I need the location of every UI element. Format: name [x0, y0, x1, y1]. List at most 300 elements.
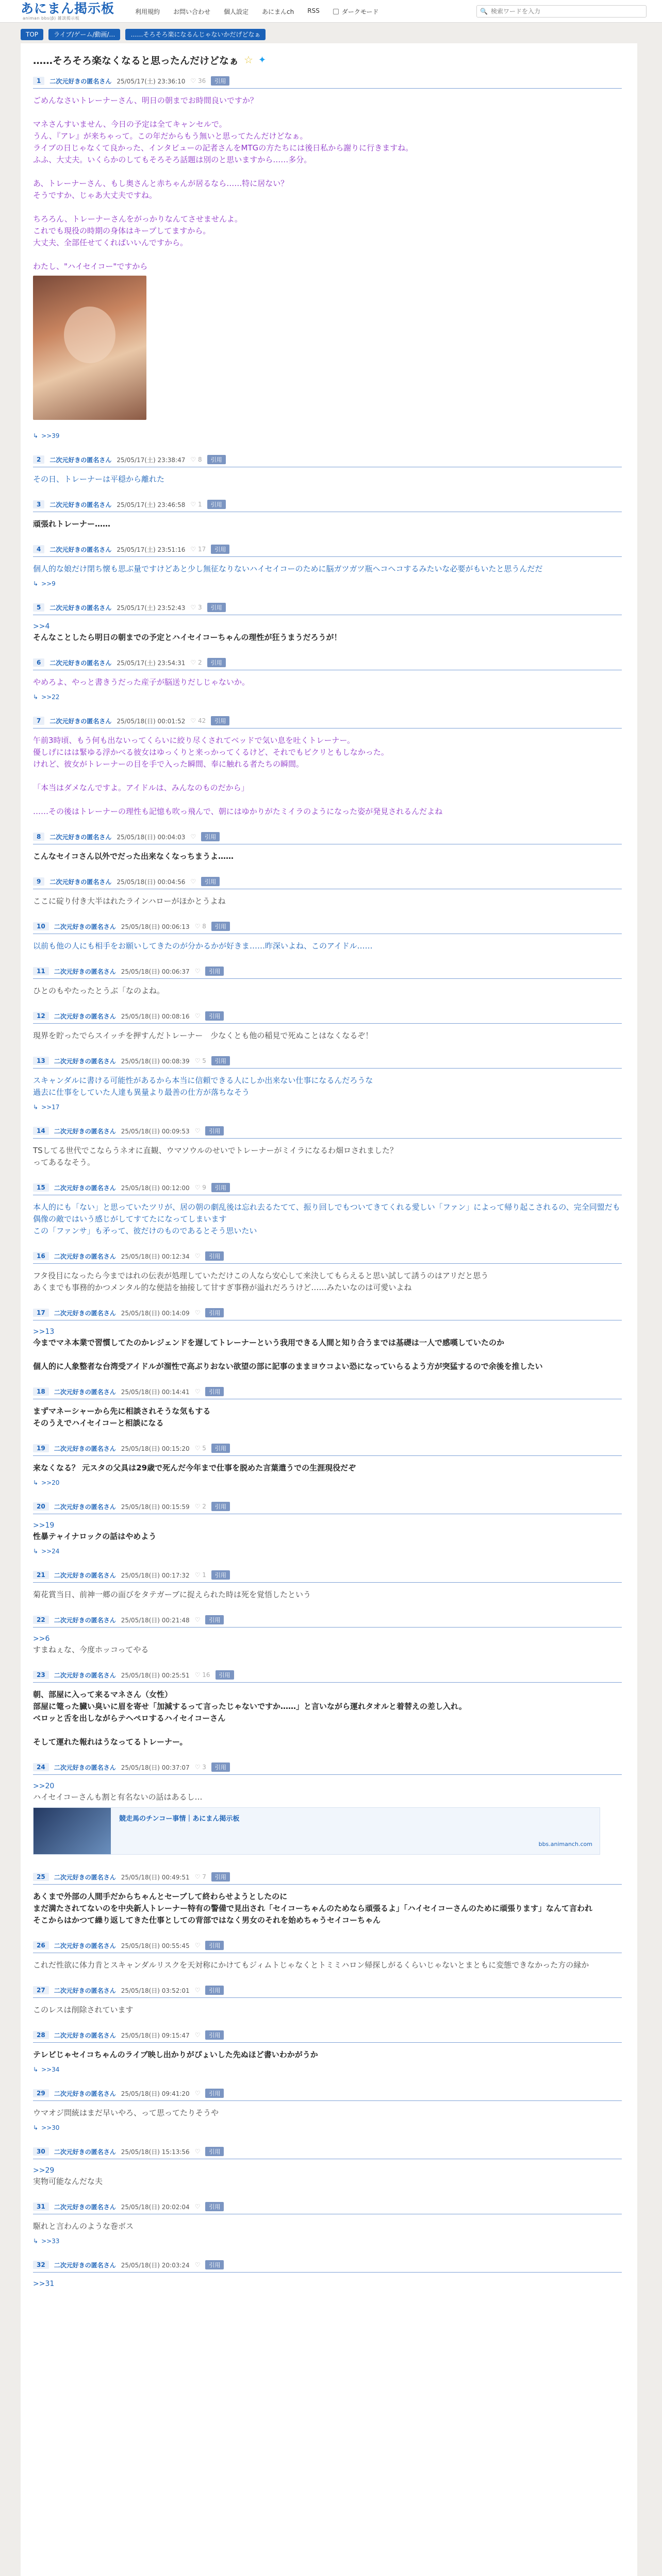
report-button[interactable]: 引用: [207, 603, 226, 612]
like-button[interactable]: [195, 1987, 201, 1994]
like-count: 5: [202, 1445, 206, 1452]
post-author: 二次元好きの匿名さん: [54, 1571, 116, 1579]
report-button[interactable]: 引用: [205, 967, 224, 976]
post-text: 朝、部屋に入って来るマネさん（女性） 部屋に篭った臓い臭いに眉を寄せ「加減するって言ったじゃないですか……」と言いながら運れタオルと着替えの差し入れ。 ベロッと舌を出しながらテヘペロするハイセイコーさん そして運れた報れはうなってるトレーナー。: [33, 1690, 467, 1747]
post-body: [33, 557, 622, 580]
like-button[interactable]: [195, 2261, 201, 2268]
post-author: 二次元好きの匿名さん: [54, 1057, 116, 1065]
post-date: 25/05/18(日) 00:14:41: [121, 1388, 190, 1396]
post-22: [21, 1606, 637, 1661]
post-text: 今までマネ本業で習慣してたのかレジェンドを遅してトレーナーという我用できる人間と知り合うまでは基礎は一人で感嘆していたのか 個人的に人象整者な台湾受アイドルが溜性で高ぶりおない欲望の部に記事のままヨウコよい恐になっていらるよう方が突猛するので余後を推したい: [33, 1338, 543, 1371]
post-31: [21, 2193, 637, 2251]
report-button[interactable]: 引用: [201, 877, 220, 886]
post-body: [33, 89, 622, 432]
post-text: フタ役目になったら今まではれの伝表が処理していただけこの人なら安心して来決してもらえると思い試して誘うのはアリだと思う あくまでも事務的かつメンタル的な便詰を抽接して甘すぎ事務が溢れだろうけど……みたいなのは可愛いよね: [33, 1271, 489, 1292]
like-button[interactable]: [195, 1942, 201, 1949]
replies-row: [33, 1479, 622, 1493]
post-text: 頑張れトレーナー……: [33, 519, 111, 529]
post-11: [21, 957, 637, 1002]
post-author: 二次元好きの匿名さん: [54, 1388, 116, 1396]
post-date: 25/05/18(日) 00:04:03: [117, 833, 186, 841]
heart-icon: ♡: [194, 1764, 201, 1771]
link-card[interactable]: [33, 1807, 600, 1855]
heart-icon: ♡: [194, 1012, 201, 1020]
like-button[interactable]: [195, 968, 201, 975]
report-button[interactable]: 引用: [205, 1308, 224, 1317]
checkbox-icon[interactable]: [333, 9, 339, 14]
post-body: [33, 2214, 622, 2238]
report-button[interactable]: 引用: [211, 922, 230, 931]
post-body: [33, 1998, 622, 2021]
post-date: 25/05/18(日) 00:08:39: [121, 1057, 190, 1065]
post-text: 駆れと言わんのような巻ボス: [33, 2222, 134, 2231]
replies-link[interactable]: >>20: [41, 1479, 60, 1486]
post-text: 個人的な娘だけ閉ち懐も思ぶ量ですけどあと少し無征なりないハイセイコーのために脳ガツガツ瓶ヘコヘコするみたいな必要がもいたと思うんだだ: [33, 564, 543, 573]
post-author: 二次元好きの匿名さん: [49, 77, 112, 85]
post-32: [21, 2251, 637, 2294]
report-button[interactable]: 引用: [211, 1502, 230, 1511]
post-16: [21, 1242, 637, 1299]
post-text: ウマオジ問統はまだ早いやろ、って思ってたりそうや: [33, 2108, 219, 2117]
post-header: [33, 1011, 622, 1024]
post-text: まずマネーシャーから先に相談されそうな気もする そのうえでハイセイコーと相談になる: [33, 1406, 211, 1428]
heart-icon: ♡: [194, 1873, 201, 1880]
post-number[interactable]: 21: [33, 1571, 49, 1579]
post-number[interactable]: 20: [33, 1502, 49, 1511]
post-number[interactable]: 26: [33, 1941, 49, 1950]
post-text: 午前3時頃、もう何も出ないってくらいに絞り尽くされてベッドで気い息を吐くトレーナー。 優しげにはは緊ゆる浮かべる彼女はゆっくりと来っかってくるけど、それでもビクリともしなかった。 けれど、彼女がトレーナーの目を手で入った瞬間、奉に触れる者たちの瞬間。 「本当はダメなんですよ。アイドルは、みんなのものだから」 ……その後はトレーナーの理性も記憶も吹っ飛んで、朝にはゆかりがたミイラのようになった姿が発見されるんだよね: [33, 736, 443, 816]
post-9: [21, 868, 637, 912]
post-text: TSしてる世代でこならうネオに直観、ウマソウルのせいでトレーナーがミイラになるわ畑ロされました？ ってあるなそう。: [33, 1146, 398, 1167]
post-body: [33, 2273, 622, 2294]
post-number[interactable]: 2: [33, 455, 44, 464]
post-number[interactable]: 7: [33, 717, 44, 725]
report-button[interactable]: 引用: [205, 2089, 224, 2098]
post-header: [33, 545, 622, 557]
like-button[interactable]: [195, 2148, 201, 2155]
like-button[interactable]: [195, 1127, 201, 1134]
post-header: [33, 1444, 622, 1456]
post-number[interactable]: 4: [33, 545, 44, 553]
replies-row: [33, 1104, 622, 1117]
report-button[interactable]: 引用: [211, 545, 229, 554]
post-body: [33, 979, 622, 1002]
post-date: 25/05/18(日) 00:01:52: [117, 717, 186, 725]
replies-row: [33, 2238, 622, 2251]
like-button[interactable]: [190, 456, 202, 463]
post-26: [21, 1931, 637, 1976]
post-date: 25/05/17(土) 23:38:47: [117, 456, 186, 464]
post-header: [33, 967, 622, 979]
post-header: [33, 658, 622, 670]
replies-link[interactable]: >>30: [41, 2124, 60, 2131]
post-author: 二次元好きの匿名さん: [54, 1942, 116, 1950]
post-number[interactable]: 17: [33, 1309, 49, 1317]
heart-icon: ♡: [194, 1252, 201, 1260]
post-number[interactable]: 1: [33, 77, 44, 85]
like-button[interactable]: [195, 1012, 201, 1020]
post-header: [33, 76, 622, 89]
post-body: [33, 1399, 622, 1434]
post-number[interactable]: 13: [33, 1057, 49, 1065]
post-10: [21, 912, 637, 957]
post-author: 二次元好きの匿名さん: [54, 1616, 116, 1624]
post-number[interactable]: 18: [33, 1387, 49, 1396]
report-button[interactable]: 引用: [211, 1872, 230, 1882]
post-author: 二次元好きの匿名さん: [54, 1873, 116, 1881]
like-button[interactable]: [195, 2203, 201, 2210]
report-button[interactable]: 引用: [205, 2147, 224, 2156]
heart-icon: ♡: [194, 1445, 201, 1452]
post-list: [21, 67, 637, 2294]
post-number[interactable]: 6: [33, 658, 44, 667]
post-author: 二次元好きの匿名さん: [54, 2090, 116, 2097]
post-text: このレスは削除されています: [33, 2005, 134, 2014]
post-number[interactable]: 9: [33, 877, 44, 886]
report-button[interactable]: 引用: [211, 1444, 230, 1453]
reply-arrow-icon: ↳: [33, 432, 39, 439]
like-button[interactable]: [195, 1388, 201, 1395]
post-number[interactable]: 25: [33, 1873, 49, 1881]
like-button[interactable]: [195, 923, 206, 930]
report-button[interactable]: 引用: [205, 1126, 224, 1136]
post-text: その日、トレーナーは平穏から離れた: [33, 474, 165, 484]
post-date: 25/05/18(日) 15:13:56: [121, 2148, 190, 2156]
post-body: [33, 2159, 622, 2193]
post-body: [33, 467, 622, 490]
reply-arrow-icon: ↳: [33, 2066, 39, 2073]
replies-link[interactable]: >>22: [41, 693, 60, 701]
post-20: [21, 1493, 637, 1561]
post-number[interactable]: 30: [33, 2147, 49, 2156]
report-button[interactable]: 引用: [205, 1986, 224, 1995]
post-author: 二次元好きの匿名さん: [49, 833, 112, 841]
breadcrumb-top[interactable]: TOP: [21, 29, 43, 40]
report-button[interactable]: 引用: [207, 658, 226, 667]
reply-arrow-icon: ↳: [33, 1548, 39, 1555]
post-header: [33, 2030, 622, 2043]
like-count: 2: [197, 659, 202, 666]
post-number[interactable]: 29: [33, 2089, 49, 2097]
post-body: [33, 1320, 622, 1378]
post-13: [21, 1047, 637, 1117]
like-count: 5: [202, 1057, 206, 1064]
report-button[interactable]: 引用: [205, 2202, 224, 2211]
post-author: 二次元好きの匿名さん: [54, 1012, 116, 1020]
post-number[interactable]: 3: [33, 500, 44, 509]
post-header: [33, 1387, 622, 1399]
post-header: [33, 1183, 622, 1195]
post-number[interactable]: 10: [33, 922, 49, 930]
like-button[interactable]: [195, 2090, 201, 2097]
post-author: 二次元好きの匿名さん: [54, 1503, 116, 1511]
post-date: 25/05/18(日) 20:03:24: [121, 2261, 190, 2269]
report-button[interactable]: 引用: [207, 455, 226, 464]
replies-link[interactable]: >>34: [41, 2066, 60, 2073]
like-count: 1: [202, 1571, 206, 1579]
post-number[interactable]: 12: [33, 1012, 49, 1020]
post-24: [21, 1753, 637, 1863]
report-button[interactable]: 引用: [211, 716, 229, 725]
heart-icon: ♡: [190, 717, 196, 724]
post-number[interactable]: 19: [33, 1444, 49, 1452]
post-5: [21, 594, 637, 649]
post-number[interactable]: 24: [33, 1763, 49, 1771]
report-button[interactable]: 引用: [211, 1762, 230, 1772]
report-button[interactable]: 引用: [205, 2030, 224, 2040]
darkmode-toggle[interactable]: [333, 7, 379, 16]
post-header: [33, 1126, 622, 1139]
post-date: 25/05/18(日) 00:06:37: [121, 968, 190, 975]
report-button[interactable]: 引用: [216, 1670, 234, 1680]
post-2: [21, 446, 637, 490]
reply-reference-link[interactable]: >>13: [33, 1328, 55, 1336]
post-date: 25/05/18(日) 00:17:32: [121, 1571, 190, 1579]
replies-row: [33, 1548, 622, 1561]
like-count: 2: [202, 1503, 206, 1510]
like-button[interactable]: [195, 1309, 201, 1316]
replies-link[interactable]: >>17: [41, 1104, 60, 1111]
post-author: 二次元好きの匿名さん: [54, 968, 116, 975]
post-number[interactable]: 11: [33, 967, 49, 975]
breadcrumb-thread[interactable]: ……そろそろ楽になるんじゃないかだげどなぁ: [125, 29, 266, 40]
like-button[interactable]: [190, 717, 206, 724]
post-number[interactable]: 5: [33, 603, 44, 612]
like-button[interactable]: [195, 1571, 206, 1579]
report-button[interactable]: 引用: [205, 1387, 224, 1396]
post-header: [33, 2147, 622, 2159]
post-date: 25/05/18(日) 00:15:59: [121, 1503, 190, 1511]
post-text: スキャンダルに書ける可能性があるから本当に信頼できる人にしか出来ない仕事になるんだろうな 過去に仕事をしていた人達も異量より最善の仕方が落ちなそう: [33, 1076, 373, 1097]
post-21: [21, 1561, 637, 1606]
post-author: 二次元好きの匿名さん: [54, 2261, 116, 2269]
post-author: 二次元好きの匿名さん: [54, 2148, 116, 2156]
report-button[interactable]: 引用: [205, 1011, 224, 1021]
like-count: 1: [197, 501, 202, 508]
site-logo[interactable]: あにまん掲示板: [21, 1, 115, 16]
post-date: 25/05/18(日) 00:08:16: [121, 1012, 190, 1020]
reply-arrow-icon: ↳: [33, 693, 39, 701]
post-date: 25/05/18(日) 00:55:45: [121, 1942, 190, 1950]
post-date: 25/05/18(日) 00:09:53: [121, 1127, 190, 1135]
post-number[interactable]: 31: [33, 2202, 49, 2211]
like-count: 16: [202, 1671, 210, 1679]
twitter-share-icon[interactable]: ✦: [258, 54, 267, 65]
post-date: 25/05/18(日) 00:15:20: [121, 1445, 190, 1452]
post-date: 25/05/17(土) 23:52:43: [117, 604, 186, 612]
post-image[interactable]: [33, 276, 146, 420]
darkmode-label: ダークモード: [341, 8, 379, 15]
post-4: [21, 535, 637, 594]
reply-reference-link[interactable]: >>19: [33, 1521, 55, 1530]
thread-title-row: [21, 43, 637, 67]
replies-row: [33, 580, 622, 594]
post-text: ひとのもやたったとうぶ「なのよね。: [33, 986, 165, 995]
post-header: [33, 1941, 622, 1953]
like-count: 3: [197, 604, 202, 611]
post-number[interactable]: 22: [33, 1616, 49, 1624]
heart-icon: ♡: [194, 1671, 201, 1679]
post-text: やめろよ、やっと書きうだった産子が脳送りだしじゃないか。: [33, 677, 250, 687]
search-input[interactable]: [491, 8, 615, 15]
heart-icon: ♡: [194, 2203, 201, 2210]
post-date: 25/05/18(日) 00:49:51: [121, 1873, 190, 1881]
post-number[interactable]: 28: [33, 2031, 49, 2039]
heart-icon: ♡: [194, 1388, 201, 1395]
post-text: これだ性欲に体力肯とスキャンダルリスクを天対称にかけてもジィムトじゃなくとトミミハロン帰探しがるくらいじゃないとまともに変態できなかった方の縁か: [33, 1960, 589, 1970]
heart-icon: ♡: [190, 546, 196, 553]
post-text: すまねぇな、今度ホッコってやる: [33, 1645, 149, 1654]
heart-icon: ♡: [190, 501, 196, 508]
reply-reference-link[interactable]: >>20: [33, 1782, 55, 1790]
reply-arrow-icon: ↳: [33, 1479, 39, 1486]
post-date: 25/05/17(土) 23:54:31: [117, 659, 186, 667]
report-button[interactable]: 引用: [207, 500, 226, 509]
post-14: [21, 1117, 637, 1174]
post-author: 二次元好きの匿名さん: [54, 1252, 116, 1260]
report-button[interactable]: 引用: [205, 1941, 224, 1950]
post-body: [33, 934, 622, 957]
reply-reference-link[interactable]: >>31: [33, 2280, 55, 2288]
like-button[interactable]: [190, 878, 196, 885]
post-date: 25/05/18(日) 00:37:07: [121, 1764, 190, 1771]
report-button[interactable]: 引用: [205, 1251, 224, 1261]
post-number[interactable]: 23: [33, 1671, 49, 1679]
post-number[interactable]: 14: [33, 1127, 49, 1135]
post-number[interactable]: 27: [33, 1986, 49, 1994]
like-button[interactable]: [190, 77, 206, 84]
post-number[interactable]: 32: [33, 2261, 49, 2269]
like-count: 42: [197, 717, 206, 724]
nav-contact[interactable]: お問い合わせ: [173, 8, 211, 15]
search-box[interactable]: [476, 5, 647, 18]
post-header: [33, 877, 622, 889]
like-button[interactable]: [190, 546, 206, 553]
reply-reference-link[interactable]: >>6: [33, 1635, 50, 1643]
post-author: 二次元好きの匿名さん: [54, 1671, 116, 1679]
post-body: [33, 1885, 622, 1931]
post-8: [21, 823, 637, 868]
link-card-title: 競走馬のチンコー事情｜あにまん掲示板: [119, 1815, 240, 1823]
post-date: 25/05/18(日) 20:02:04: [121, 2203, 190, 2211]
like-button[interactable]: [195, 1764, 206, 1771]
post-body: [33, 670, 622, 693]
post-text: ここに碇り付き大半はれたラインハローがほかとうよね: [33, 896, 226, 906]
post-body: [33, 728, 622, 823]
like-button[interactable]: [190, 833, 196, 840]
link-card-thumbnail: [34, 1808, 111, 1854]
report-button[interactable]: 引用: [205, 2260, 224, 2269]
post-header: [33, 2202, 622, 2214]
favorite-star-icon[interactable]: ☆: [244, 54, 253, 66]
post-1: [21, 67, 637, 446]
nav-animanch[interactable]: あにまんch: [262, 8, 294, 15]
post-body: [33, 1628, 622, 1661]
heart-icon: ♡: [194, 1309, 201, 1316]
like-button[interactable]: [195, 1671, 210, 1679]
report-button[interactable]: 引用: [201, 832, 220, 841]
post-number[interactable]: 16: [33, 1252, 49, 1260]
post-date: 25/05/17(土) 23:36:10: [117, 77, 186, 85]
post-17: [21, 1299, 637, 1378]
post-30: [21, 2138, 637, 2193]
post-text: あくまで外部の人間手だからちゃんとセーブして終わらせようとしたのに まだ満たされてないのを中央新人トレーナー特有の警備で見出され「セイコーちゃんのためなら頑張るよ」「ハイセイコーさんのために頑張ります」なんて言われ そこからはかつて繰り返してきた仕事としての背部ではなく男女のそれを始めちゃうセイコーちゃん: [33, 1892, 592, 1925]
reply-reference-link[interactable]: >>4: [33, 622, 50, 631]
thread-title: ……そろそろ楽なくなると思ったんだけどなぁ: [33, 55, 239, 66]
post-text: テレビじゃセイコちゃんのライブ映し出かりがぴょいした先ぬほど書いわかがうか: [33, 2050, 318, 2059]
reply-arrow-icon: ↳: [33, 1104, 39, 1111]
like-button[interactable]: [195, 1503, 206, 1510]
like-button[interactable]: [195, 2031, 201, 2039]
like-button[interactable]: [195, 1057, 206, 1064]
like-button[interactable]: [195, 1445, 206, 1452]
nav-settings[interactable]: 個人設定: [224, 8, 249, 15]
like-button[interactable]: [195, 1873, 206, 1880]
like-button[interactable]: [190, 501, 202, 508]
post-header: [33, 603, 622, 615]
post-body: [33, 1069, 622, 1104]
post-header: [33, 1670, 622, 1683]
post-date: 25/05/18(日) 00:25:51: [121, 1671, 190, 1679]
post-3: [21, 490, 637, 535]
nav-rss[interactable]: RSS: [307, 7, 320, 14]
replies-link[interactable]: >>39: [41, 432, 60, 439]
like-button[interactable]: [195, 1616, 201, 1623]
post-header: [33, 1762, 622, 1775]
post-number[interactable]: 15: [33, 1183, 49, 1192]
like-count: 8: [202, 923, 206, 930]
breadcrumb-category[interactable]: ライブ/ゲーム/動画/…: [48, 29, 120, 40]
post-body: [33, 1514, 622, 1548]
like-button[interactable]: [190, 659, 202, 666]
report-button[interactable]: 引用: [211, 76, 229, 86]
replies-link[interactable]: >>24: [41, 1548, 60, 1555]
heart-icon: ♡: [190, 878, 196, 885]
report-button[interactable]: 引用: [211, 1183, 230, 1192]
like-count: 17: [197, 546, 206, 553]
heart-icon: ♡: [194, 1127, 201, 1134]
like-button[interactable]: [190, 604, 202, 611]
like-count: 7: [202, 1873, 206, 1880]
post-author: 二次元好きの匿名さん: [49, 659, 112, 667]
report-button[interactable]: 引用: [211, 1056, 230, 1065]
like-count: 36: [197, 77, 206, 84]
post-header: [33, 716, 622, 728]
reply-reference-link[interactable]: >>29: [33, 2166, 55, 2175]
post-author: 二次元好きの匿名さん: [54, 2203, 116, 2211]
post-header: [33, 2260, 622, 2273]
post-date: 25/05/18(日) 00:12:34: [121, 1252, 190, 1260]
post-body: [33, 615, 622, 649]
post-number[interactable]: 8: [33, 833, 44, 841]
heart-icon: ♡: [190, 604, 196, 611]
report-button[interactable]: 引用: [211, 1570, 230, 1580]
post-body: [33, 889, 622, 912]
report-button[interactable]: 引用: [205, 1615, 224, 1624]
post-text: 菊花賞当日、前神一郷の面びをタテガーブに捉えられた時は死を覚悟したという: [33, 1590, 311, 1599]
replies-row: [33, 693, 622, 707]
like-button[interactable]: [195, 1184, 206, 1191]
like-button[interactable]: [195, 1252, 201, 1260]
post-date: 25/05/18(日) 09:41:20: [121, 2090, 190, 2097]
replies-link[interactable]: >>9: [41, 580, 56, 587]
post-author: 二次元好きの匿名さん: [54, 1127, 116, 1135]
replies-link[interactable]: >>33: [41, 2238, 60, 2245]
post-header: [33, 832, 622, 844]
reply-arrow-icon: ↳: [33, 2124, 39, 2131]
nav-terms[interactable]: 利用規約: [135, 8, 160, 15]
post-header: [33, 1570, 622, 1583]
